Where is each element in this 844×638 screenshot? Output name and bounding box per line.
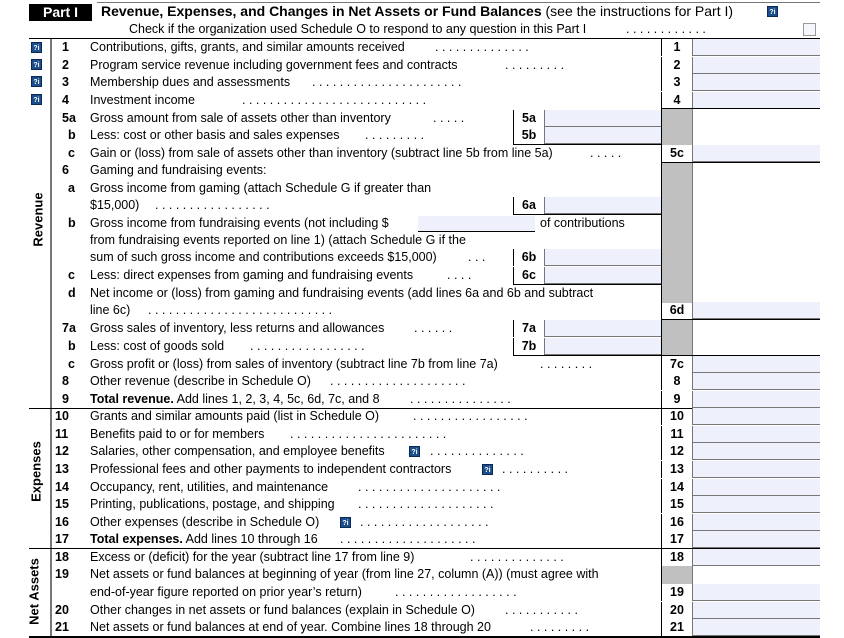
part-label: Part I xyxy=(29,4,92,21)
line-1-amount-input[interactable] xyxy=(693,39,820,56)
line-number: 6 xyxy=(62,163,69,177)
line-number: b xyxy=(68,216,76,230)
line-5b-amount-input[interactable] xyxy=(545,127,661,144)
line-text: Investment income xyxy=(90,93,195,107)
line-5c xyxy=(0,145,844,162)
line-number: c xyxy=(68,357,75,371)
line-16-amount-input[interactable] xyxy=(693,514,820,531)
line-text: Benefits paid to or for members xyxy=(90,427,265,441)
schedule-o-check-text: Check if the organization used Schedule O to respond to any question in this Part I xyxy=(129,22,587,36)
line-6c xyxy=(0,267,844,284)
leader-dots: . . . . . . . . . xyxy=(365,128,425,142)
line-text: Gain or (loss) from sale of assets other than inventory (subtract line 5b from line 5a) xyxy=(90,146,553,160)
schedule-o-checkbox[interactable] xyxy=(803,23,816,36)
leader-dots: . . . . . . . . . . xyxy=(502,462,568,476)
leader-dots: . . . . . . . . . . . . . . . . . . . . . . . . . . . xyxy=(148,303,333,317)
line-13 xyxy=(0,461,844,478)
line-number: 17 xyxy=(55,532,69,546)
line-5b xyxy=(0,127,844,144)
line-number: c xyxy=(68,146,75,160)
line-2 xyxy=(0,57,844,74)
box-label: 19 xyxy=(661,584,693,601)
line-number: 11 xyxy=(55,427,69,441)
line-number: a xyxy=(68,181,75,195)
leader-dots: . . . xyxy=(468,250,486,264)
box-label: 8 xyxy=(661,373,693,390)
leader-dots: . . . . . . . . . . . . . . . . . . . . . . xyxy=(312,75,462,89)
line-number: 5a xyxy=(62,111,76,125)
line-16 xyxy=(0,514,844,531)
line-number: b xyxy=(68,339,76,353)
line-text: sum of such gross income and contributions exceeds $15,000) xyxy=(90,250,437,264)
line-text: Gross income from gaming (attach Schedule G if greater than xyxy=(90,181,432,195)
line-number: d xyxy=(68,286,76,300)
line-text-rest: Add lines 10 through 16 xyxy=(182,532,318,546)
line-7b xyxy=(0,338,844,355)
leader-dots: . . . . . . . . . . . . . . . . . xyxy=(155,198,270,212)
line-6b-a xyxy=(0,215,844,232)
line-text: Salaries, other compensation, and employee benefits xyxy=(90,444,385,458)
line-7c-amount-input[interactable] xyxy=(693,356,820,373)
leader-dots: . . . . . . . . xyxy=(540,357,593,371)
line-number: b xyxy=(68,128,76,142)
line-text-rest: Add lines 1, 2, 3, 4, 5c, 6d, 7c, and 8 xyxy=(173,392,380,406)
line-9 xyxy=(0,391,844,408)
line-13-amount-input[interactable] xyxy=(693,461,820,478)
line-number: 13 xyxy=(55,462,69,476)
box-label: 1 xyxy=(661,39,693,56)
total-expenses-label: Total expenses. xyxy=(90,532,183,546)
line-number: 8 xyxy=(62,374,69,388)
line-10-amount-input[interactable] xyxy=(693,408,820,425)
leader-dots: . . . . . . . . . . . . . . . . . . xyxy=(395,585,517,599)
line-text: of contributions xyxy=(540,216,625,230)
leader-dots: . . . . . . . . . . . . . . . . . . . . xyxy=(340,532,476,546)
line-text: Printing, publications, postage, and shipping xyxy=(90,497,335,511)
leader-dots: . . . . . . . . . . . . . . . . . . . . . . . xyxy=(290,427,447,441)
line-11-amount-input[interactable] xyxy=(693,426,820,443)
line-10 xyxy=(0,408,844,425)
help-icon[interactable]: ?i xyxy=(31,94,42,105)
line-text xyxy=(90,531,318,548)
line-text: Gross profit or (loss) from sales of inventory (subtract line 7b from line 7a) xyxy=(90,357,498,371)
line-17 xyxy=(0,531,844,548)
leader-dots: . . . . . . . . . . . . . . . . . . . . . . . . . . . xyxy=(242,93,427,107)
part-title-bold: Revenue, Expenses, and Changes in Net Assets or Fund Balances xyxy=(101,3,542,19)
line-5a-amount-input[interactable] xyxy=(545,110,661,127)
line-15-amount-input[interactable] xyxy=(693,496,820,513)
line-number: 3 xyxy=(62,75,69,89)
line-number: 12 xyxy=(55,444,69,458)
line-21 xyxy=(0,619,844,636)
line-6b-amount-input[interactable] xyxy=(545,249,661,266)
line-text: Gross income from fundraising events (not including $ xyxy=(90,216,389,230)
line-text: Program service revenue including government fees and contracts xyxy=(90,58,458,72)
line-text: end-of-year figure reported on prior year’s return) xyxy=(90,585,362,599)
line-11 xyxy=(0,426,844,443)
box-label: 3 xyxy=(661,74,693,91)
line-text: Professional fees and other payments to independent contractors xyxy=(90,462,452,476)
line-6a xyxy=(0,197,844,214)
leader-dots: . . . . xyxy=(447,268,472,282)
line-9-amount-input[interactable] xyxy=(693,391,820,408)
leader-dots: . . . . . xyxy=(590,146,622,160)
line-1 xyxy=(0,39,844,56)
total-revenue-label: Total revenue. xyxy=(90,392,174,406)
box-label: 5c xyxy=(661,145,693,162)
line-19-amount-input[interactable] xyxy=(693,584,820,601)
line-text: Gaming and fundraising events: xyxy=(90,163,267,177)
box-label: 20 xyxy=(661,602,693,619)
line-text: Other changes in net assets or fund balances (explain in Schedule O) xyxy=(90,603,475,617)
line-14 xyxy=(0,479,844,496)
line-text: Membership dues and assessments xyxy=(90,75,291,89)
line-text: Less: direct expenses from gaming and fundraising events xyxy=(90,268,414,282)
box-label: 9 xyxy=(661,391,693,408)
box-label: 10 xyxy=(661,408,693,425)
line-text: Gross amount from sale of assets other than inventory xyxy=(90,111,391,125)
line-7a-amount-input[interactable] xyxy=(545,320,661,337)
line-4-amount-input[interactable] xyxy=(693,92,820,109)
help-icon[interactable]: ?i xyxy=(482,464,493,475)
line-number: 16 xyxy=(55,515,69,529)
line-6c-amount-input[interactable] xyxy=(545,267,661,284)
line-text: Net assets or fund balances at beginning of year (from line 27, column (A)) (must agree with xyxy=(90,567,599,581)
help-icon[interactable]: ?i xyxy=(31,42,42,53)
line-number: 10 xyxy=(55,409,69,423)
leader-dots: . . . . . . . . . . . . . . . . . xyxy=(250,339,365,353)
box-label: 5a xyxy=(513,110,545,127)
leader-dots: . . . . . . . . . . . . . . . . . . . . xyxy=(358,497,494,511)
box-label: 15 xyxy=(661,496,693,513)
check-dots: . . . . . . . . . . . . xyxy=(626,22,706,36)
leader-dots: . . . . . . . . . . . . . . xyxy=(435,40,529,54)
line-20-amount-input[interactable] xyxy=(693,602,820,619)
leader-dots: . . . . . . . . . . . . . . . . . . . . . xyxy=(358,480,501,494)
leader-dots: . . . . . . . . . . . . . . . xyxy=(410,392,511,406)
help-icon[interactable]: ?i xyxy=(31,76,42,87)
section-label-expenses: Expenses xyxy=(28,441,44,502)
rule xyxy=(661,108,820,109)
rule xyxy=(661,162,820,163)
line-3 xyxy=(0,74,844,91)
part-title xyxy=(101,3,733,20)
box-label: 7a xyxy=(513,320,545,337)
line-text: Less: cost of goods sold xyxy=(90,339,225,353)
line-6a-amount-input[interactable] xyxy=(545,197,661,214)
line-text xyxy=(90,391,380,408)
line-text: Occupancy, rent, utilities, and maintenance xyxy=(90,480,329,494)
line-number: 15 xyxy=(55,497,69,511)
help-icon[interactable]: ?i xyxy=(31,59,42,70)
shaded-cell xyxy=(661,566,693,584)
line-18-amount-input[interactable] xyxy=(693,549,820,566)
line-21-amount-input[interactable] xyxy=(693,619,820,636)
line-number: 14 xyxy=(55,480,69,494)
line-8-amount-input[interactable] xyxy=(693,373,820,390)
box-label: 12 xyxy=(661,443,693,460)
section-label-net-assets: Net Assets xyxy=(26,558,42,625)
box-label: 21 xyxy=(661,619,693,636)
line-number: 19 xyxy=(55,567,69,581)
leader-dots: . . . . . . xyxy=(414,321,453,335)
line-19 xyxy=(0,584,844,601)
line-text: Gross sales of inventory, less returns and allowances xyxy=(90,321,385,335)
help-icon[interactable]: ?i xyxy=(340,517,351,528)
section-label-revenue: Revenue xyxy=(30,192,46,247)
line-text: from fundraising events reported on line 1) (attach Schedule G if the xyxy=(90,233,466,247)
line-7a xyxy=(0,320,844,337)
line-number: 1 xyxy=(62,40,69,54)
contributions-amount-input[interactable] xyxy=(418,216,535,232)
line-17-amount-input[interactable] xyxy=(693,531,820,548)
line-number: 2 xyxy=(62,58,69,72)
line-6b xyxy=(0,249,844,266)
leader-dots: . . . . . . . . . . . . . . . . . xyxy=(413,409,528,423)
leader-dots: . . . . . . . . . . . . . . xyxy=(470,550,564,564)
box-label: 6c xyxy=(513,267,545,284)
leader-dots: . . . . . xyxy=(433,111,465,125)
box-label: 18 xyxy=(661,549,693,566)
line-text: line 6c) xyxy=(90,303,131,317)
line-text: Excess or (deficit) for the year (subtract line 17 from line 9) xyxy=(90,550,415,564)
leader-dots: . . . . . . . . . . . . . . xyxy=(430,444,524,458)
line-12-amount-input[interactable] xyxy=(693,443,820,460)
line-text: Net assets or fund balances at end of year. Combine lines 18 through 20 xyxy=(90,620,491,634)
line-number: 18 xyxy=(55,550,69,564)
box-label: 13 xyxy=(661,461,693,478)
line-6d-amount-input[interactable] xyxy=(693,302,820,319)
line-text: Net income or (loss) from gaming and fundraising events (add lines 6a and 6b and subtract xyxy=(90,286,594,300)
line-12 xyxy=(0,443,844,460)
line-number: 4 xyxy=(62,93,69,107)
line-18 xyxy=(0,549,844,566)
line-text: Other expenses (describe in Schedule O) xyxy=(90,515,320,529)
line-4 xyxy=(0,92,844,109)
box-label: 16 xyxy=(661,514,693,531)
line-number: 20 xyxy=(55,603,69,617)
line-6d xyxy=(0,302,844,319)
box-label: 5b xyxy=(513,127,545,144)
rule xyxy=(661,355,820,356)
leader-dots: . . . . . . . . . xyxy=(505,58,565,72)
line-text: $15,000) xyxy=(90,198,140,212)
line-15 xyxy=(0,496,844,513)
line-20 xyxy=(0,602,844,619)
line-text: Other revenue (describe in Schedule O) xyxy=(90,374,311,388)
part-title-rest: (see the instructions for Part I) xyxy=(541,3,734,19)
line-text: Contributions, gifts, grants, and similar amounts received xyxy=(90,40,405,54)
leader-dots: . . . . . . . . . . . . . . . . . . . xyxy=(360,515,489,529)
line-5c-amount-input[interactable] xyxy=(693,145,820,162)
box-label: 6d xyxy=(661,302,693,319)
line-text: Less: cost or other basis and sales expenses xyxy=(90,128,340,142)
leader-dots: . . . . . . . . . xyxy=(530,620,590,634)
box-label: 2 xyxy=(661,57,693,74)
line-2-amount-input[interactable] xyxy=(693,57,820,74)
line-number: 9 xyxy=(62,392,69,406)
line-number: c xyxy=(68,268,75,282)
leader-dots: . . . . . . . . . . . . . . . . . . . . xyxy=(330,374,466,388)
help-icon[interactable]: ?i xyxy=(767,6,778,17)
box-label: 6b xyxy=(513,249,545,266)
box-label: 14 xyxy=(661,479,693,496)
line-7c xyxy=(0,356,844,373)
line-number: 21 xyxy=(55,620,69,634)
line-number: 7a xyxy=(62,321,76,335)
line-3-amount-input[interactable] xyxy=(693,74,820,91)
box-label: 7b xyxy=(513,338,545,355)
box-label: 17 xyxy=(661,531,693,548)
help-icon[interactable]: ?i xyxy=(409,446,420,457)
box-label: 4 xyxy=(661,92,693,109)
box-label: 6a xyxy=(513,197,545,214)
line-5a xyxy=(0,110,844,127)
line-7b-amount-input[interactable] xyxy=(545,338,661,355)
line-text: Grants and similar amounts paid (list in Schedule O) xyxy=(90,409,380,423)
box-label: 7c xyxy=(661,356,693,373)
line-14-amount-input[interactable] xyxy=(693,479,820,496)
leader-dots: . . . . . . . . . . . xyxy=(505,603,578,617)
box-label: 11 xyxy=(661,426,693,443)
line-8 xyxy=(0,373,844,390)
